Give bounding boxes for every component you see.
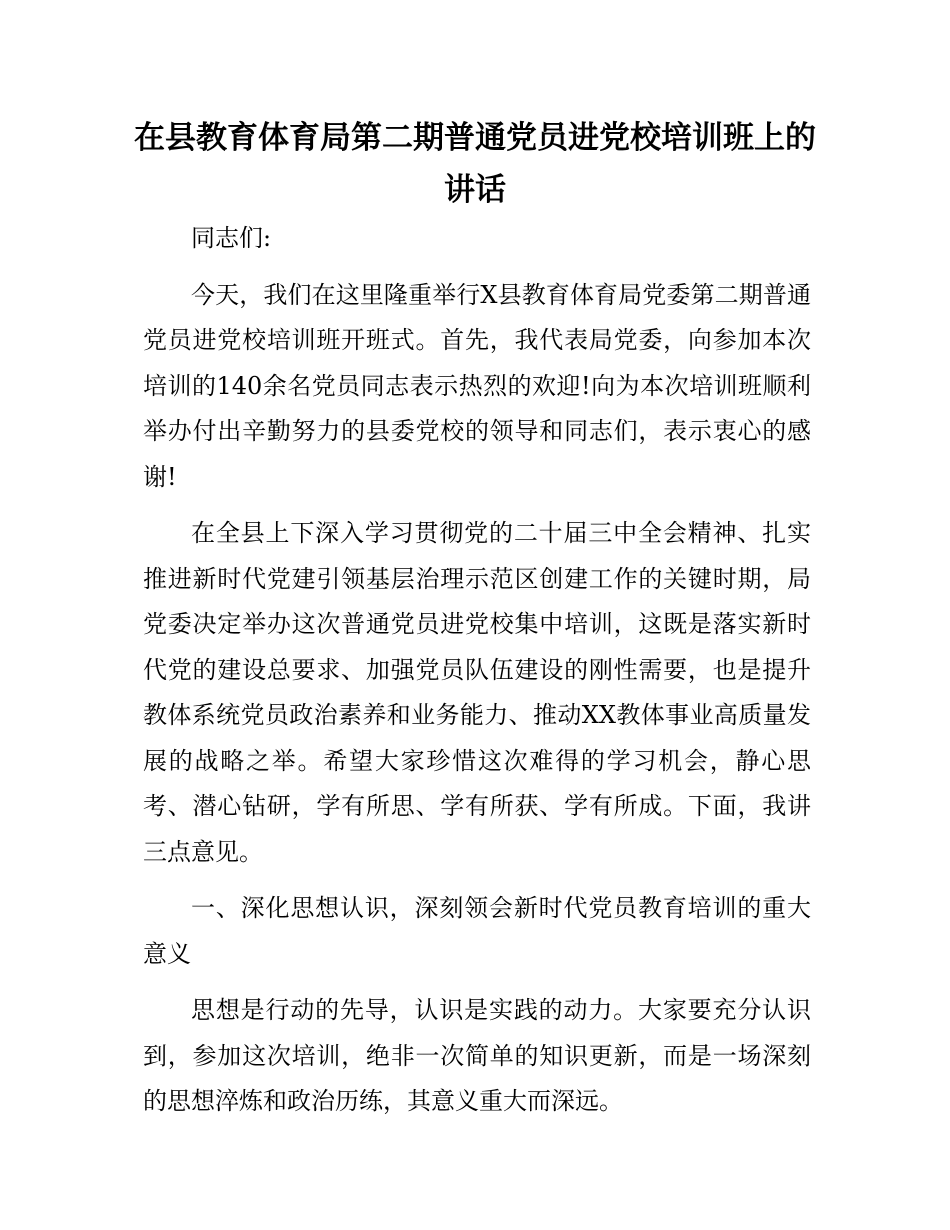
paragraph-opening: 今天，我们在这里隆重举行X县教育体育局党委第二期普通党员进党校培训班开班式。首先，我代表局党委，向参加本次培训的140余名党员同志表示热烈的欢迎!向为本次培训班顺利举办付出辛勤努力的县委党校的领导和同志们，表示衷心的感谢!	[143, 280, 811, 491]
paragraph-context: 在全县上下深入学习贯彻党的二十届三中全会精神、扎实推进新时代党建引领基层治理示范区创建工作的关键时期，局党委决定举办这次普通党员进党校集中培训，这既是落实新时代党的建设总要求、加强党员队伍建设的刚性需要，也是提升教体系统党员政治素养和业务能力、推动XX教体事业高质量发展的战略之举。希望大家珍惜这次难得的学习机会，静心思考、潜心钻研，学有所思、学有所获、学有所成。下面，我讲三点意见。	[143, 519, 811, 866]
document-body	[143, 216, 811, 1136]
paragraph-section-1: 思想是行动的先导，认识是实践的动力。大家要充分认识到，参加这次培训，绝非一次简单的知识更新，而是一场深刻的思想淬炼和政治历练，其意义重大而深远。	[143, 996, 811, 1115]
document-title: 在县教育体育局第二期普通党员进党校培训班上的讲话	[134, 120, 816, 208]
salutation: 同志们:	[191, 224, 272, 252]
section-heading-1: 一、深化思想认识，深刻领会新时代党员教育培训的重大意义	[143, 894, 811, 968]
